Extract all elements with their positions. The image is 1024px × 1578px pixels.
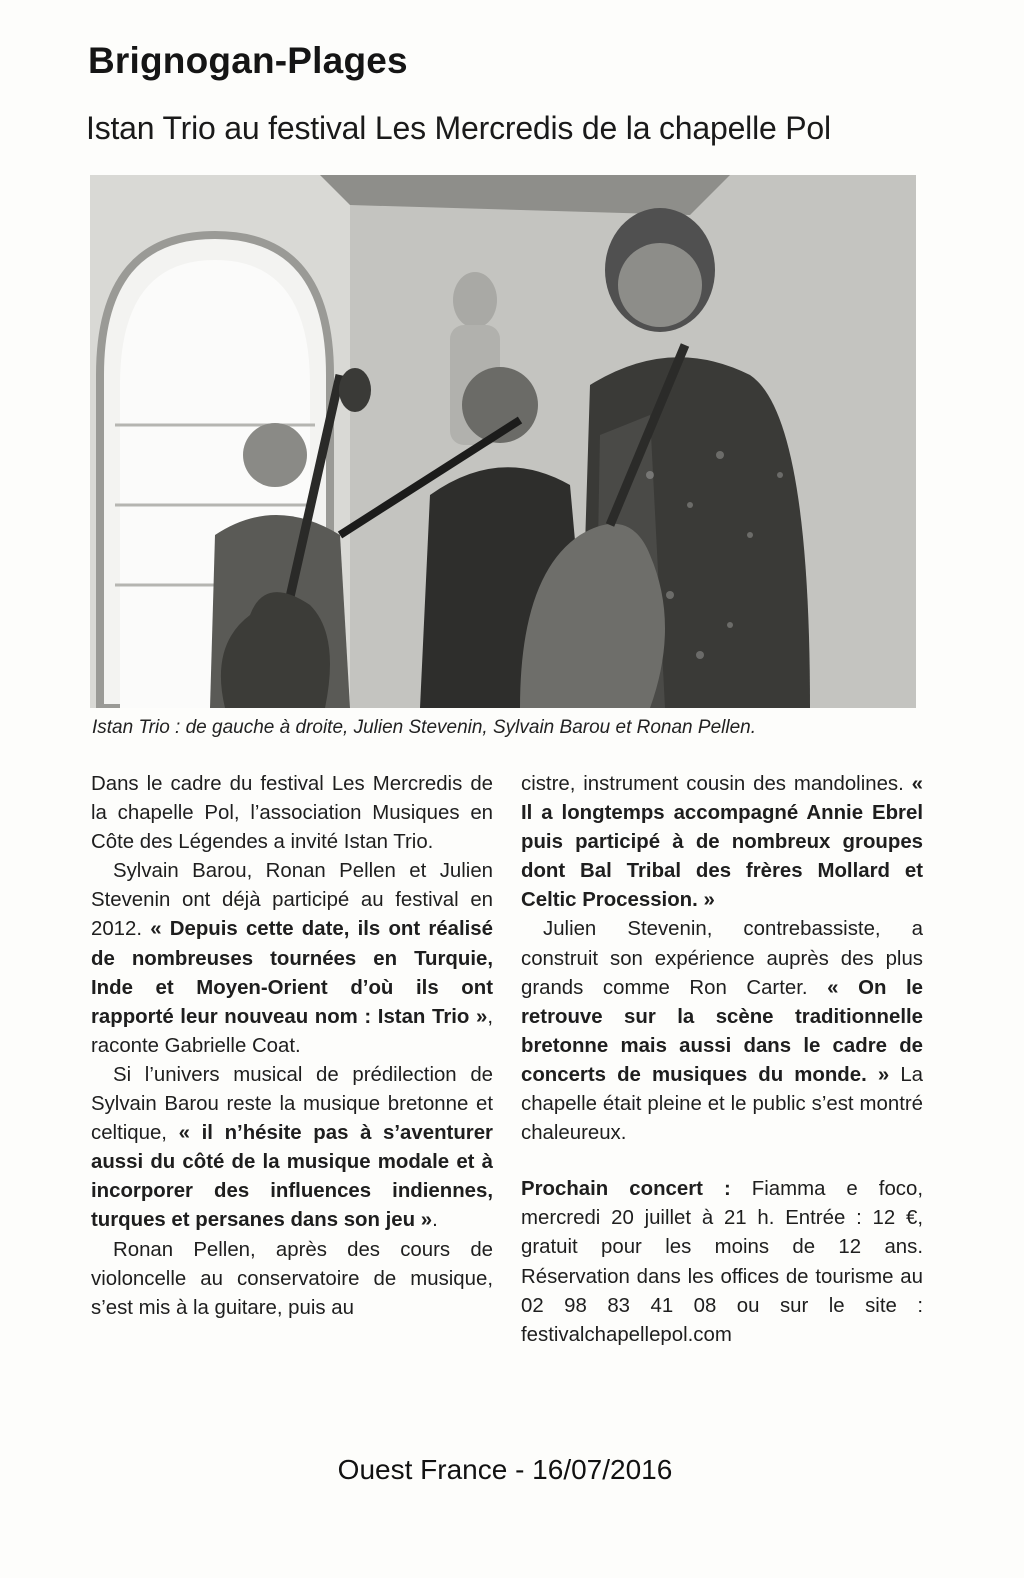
article-column-right (521, 770, 923, 1350)
paragraph-text: , raconte Gabrielle Coat. (91, 1005, 493, 1057)
next-concert-info (521, 1175, 923, 1350)
paragraph (521, 770, 923, 915)
paragraph-text: . (432, 1209, 438, 1232)
info-label: Prochain concert : (521, 1178, 731, 1201)
section-title: Brignogan-Plages (88, 40, 408, 81)
paragraph (91, 770, 493, 857)
paragraph-text: Julien Stevenin, contrebassiste, a construit son expérience auprès des plus grands comme Ron Carter. (521, 918, 923, 999)
paragraph (91, 857, 493, 1061)
concert-photo (90, 175, 916, 708)
article-column-left (91, 770, 493, 1323)
paragraph-text: Dans le cadre du festival Les Mercredis de la chapelle Pol, l’association Musiques en Côte des Légendes a invité Istan Trio. (91, 773, 493, 854)
paragraph-text: La chapelle était pleine et le public s’est montré chaleureux. (521, 1063, 923, 1145)
paragraph (91, 1061, 493, 1236)
paragraph (91, 1236, 493, 1323)
photo-caption: Istan Trio : de gauche à droite, Julien Stevenin, Sylvain Barou et Ronan Pellen. (92, 717, 756, 738)
paragraph-text: Sylvain Barou, Ronan Pellen et Julien Stevenin ont déjà participé au festival en 2012. (91, 860, 493, 941)
paragraph-text: cistre, instrument cousin des mandolines. (521, 773, 912, 795)
quote: « Il a longtemps accompagné Annie Ebrel puis participé à de nombreux groupes dont Bal Tribal des frères Mollard et Celtic Procession. » (521, 773, 923, 912)
info-text: Fiamma e foco, mercredi 20 juillet à 21 h. Entrée : 12 €, gratuit pour les moins de 12 ans. Réservation dans les offices de tourisme au 02 98 83 41 08 ou sur le site : festivalchapellepol.com (521, 1178, 923, 1346)
paragraph-text: Si l’univers musical de prédilection de Sylvain Barou reste la musique bretonne et celtique, (91, 1063, 493, 1145)
paragraph-text: Ronan Pellen, après des cours de violoncelle au conservatoire de musique, s’est mis à la guitare, puis au (91, 1238, 493, 1319)
paragraph (521, 915, 923, 1148)
quote: « il n’hésite pas à s’aventurer aussi du côté de la musique modale et à incorporer des influences indiennes, turques et persanes dans son jeu » (91, 1122, 493, 1232)
quote: « On le retrouve sur la scène traditionnelle bretonne mais aussi dans le cadre de concerts de musiques du monde. » (521, 976, 923, 1086)
article-headline: Istan Trio au festival Les Mercredis de la chapelle Pol (86, 110, 831, 146)
quote: « Depuis cette date, ils ont réalisé de nombreuses tournées en Turquie, Inde et Moyen-Orient d’où ils ont rapporté leur nouveau nom : Istan Trio » (91, 918, 493, 1028)
source-footer: Ouest France - 16/07/2016 (337, 1454, 673, 1485)
